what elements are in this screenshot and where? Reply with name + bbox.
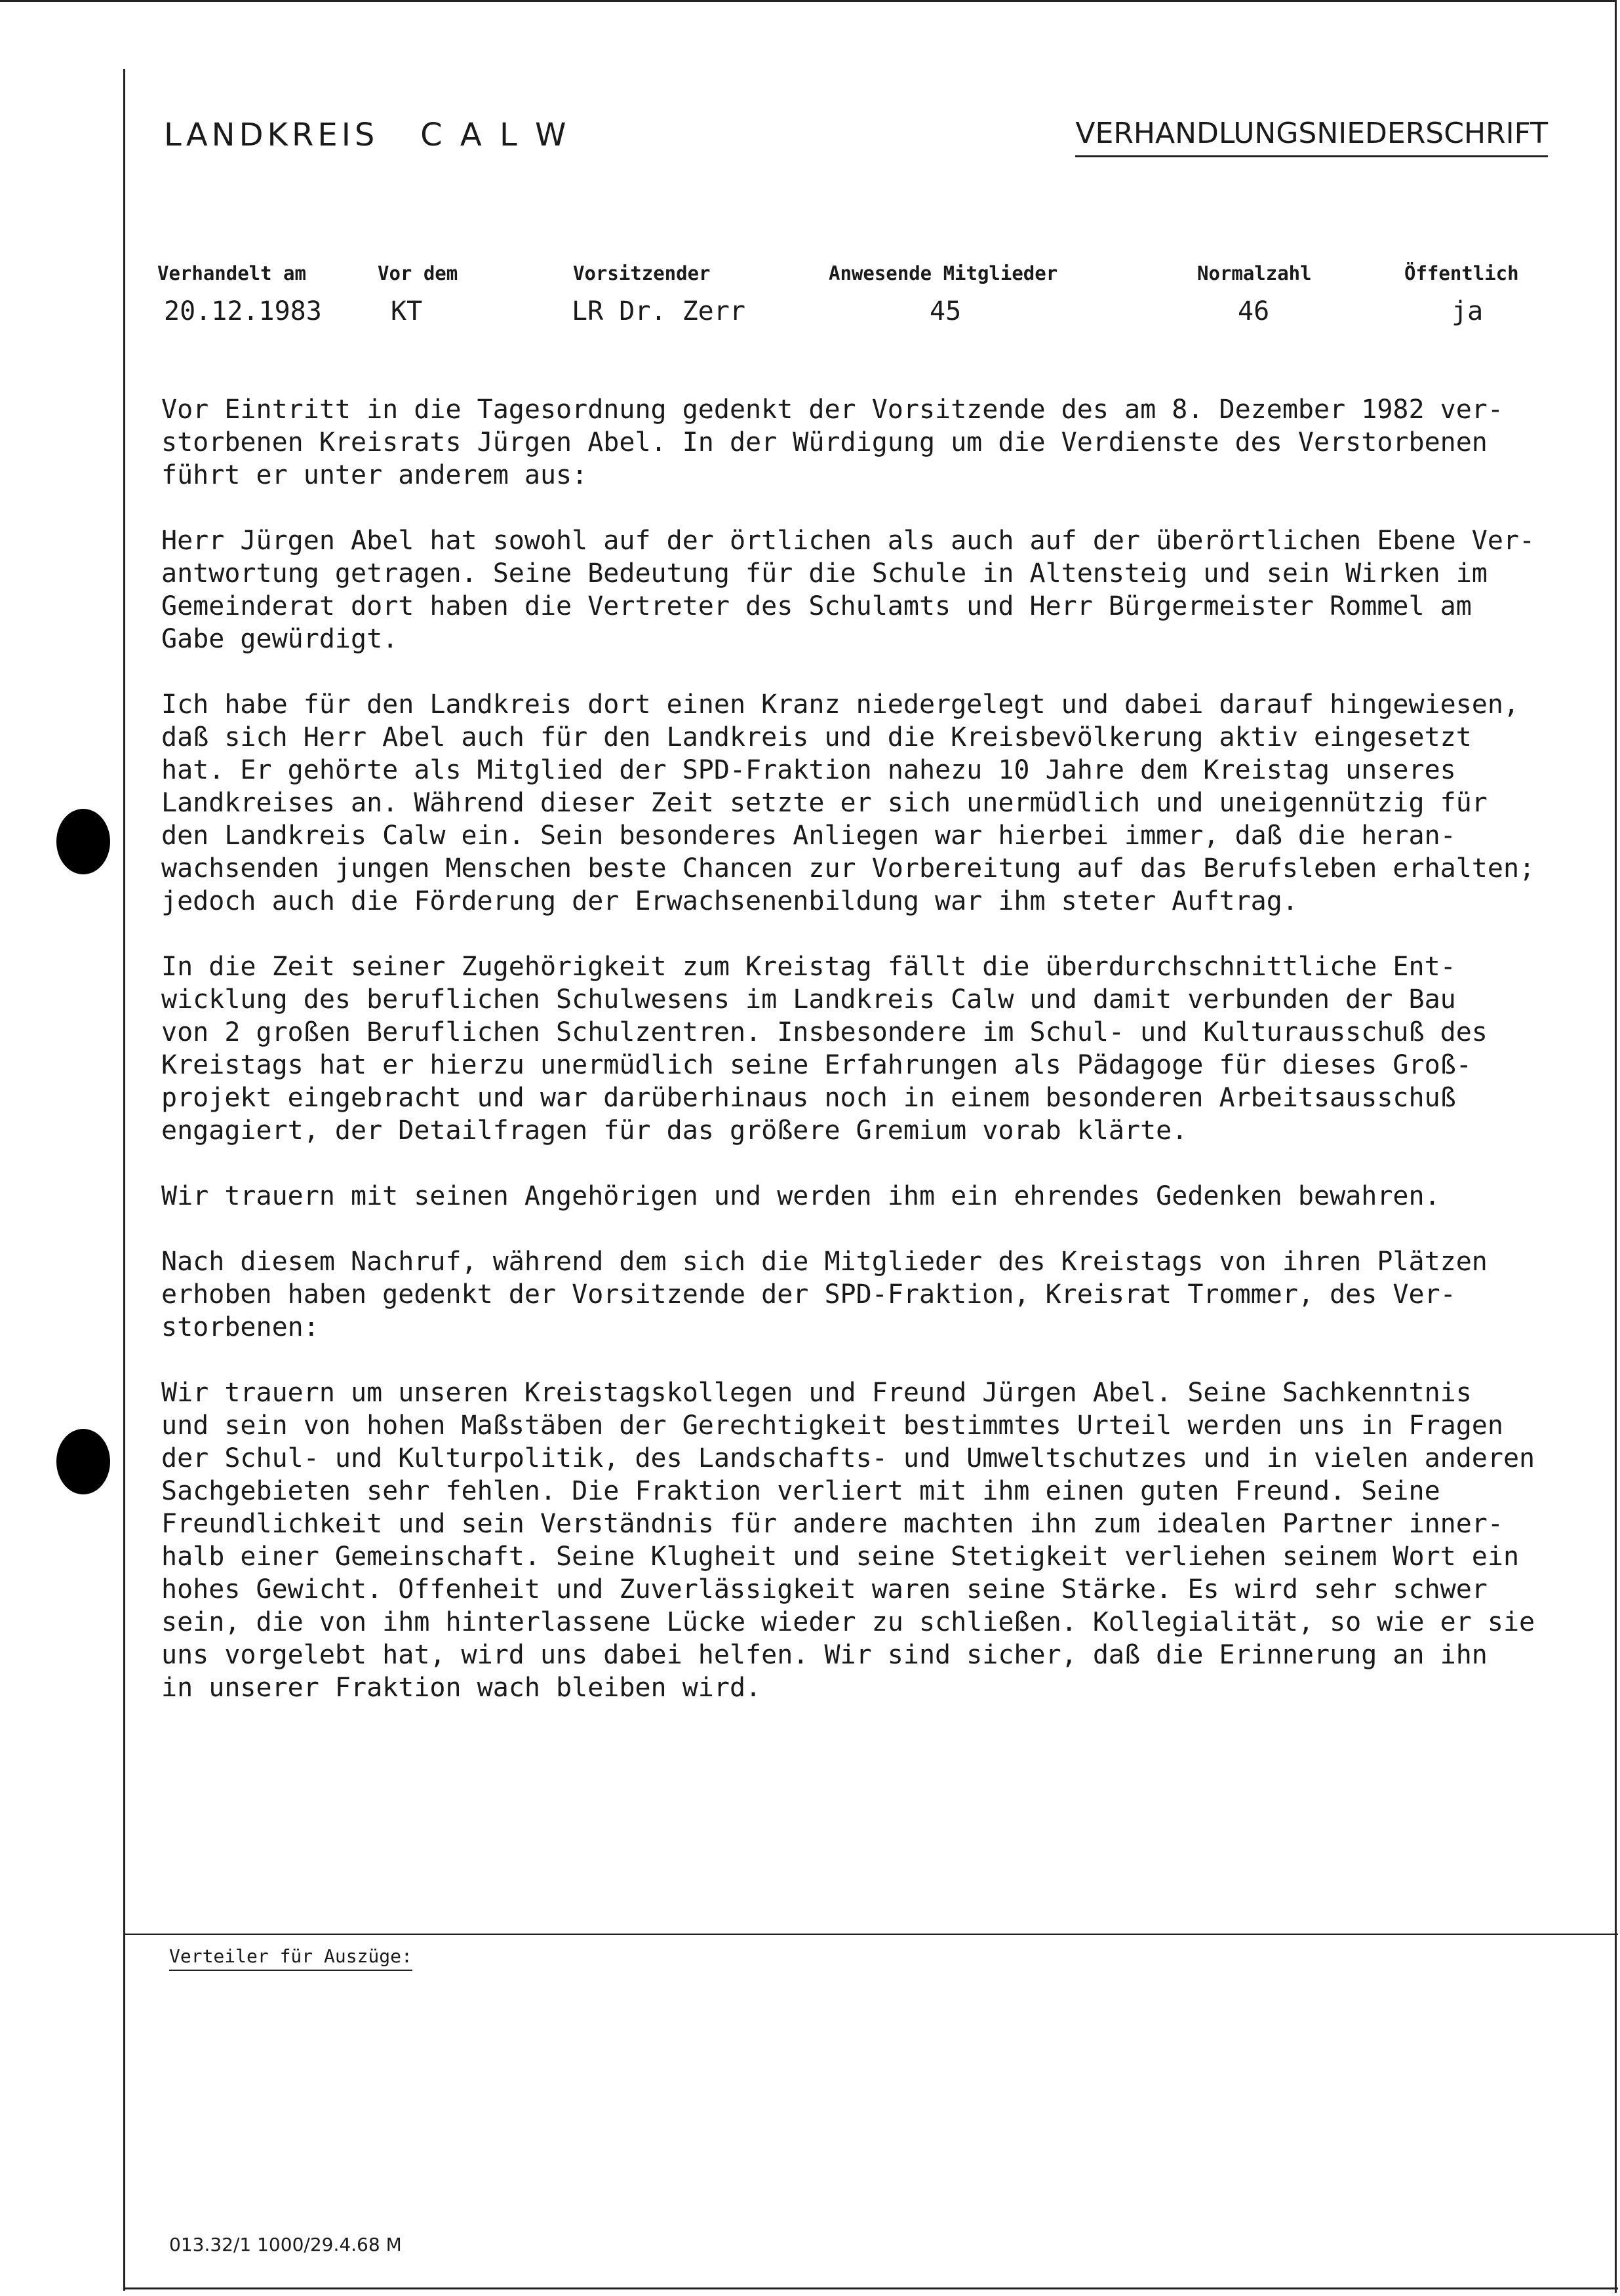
punch-hole-upper (56, 809, 110, 874)
text-line: halb einer Gemeinschaft. Seine Klugheit und seine Stetigkeit verliehen seinem Wort ein (161, 1542, 1520, 1572)
paragraph-faction-tribute (161, 1376, 1584, 1704)
text-line: in unserer Fraktion wach bleiben wird. (161, 1673, 762, 1703)
paragraph-intro (161, 393, 1584, 492)
district-title: LANDKREIS C A L W (164, 117, 570, 153)
text-line: Freundlichkeit und sein Verständnis für andere machten ihn zum idealen Partner inner- (161, 1509, 1503, 1539)
meta-value-present: 45 (930, 296, 962, 326)
text-line: uns vorgelebt hat, wird uns dabei helfen. Wir sind sicher, daß die Erinnerung an ihn (161, 1640, 1488, 1670)
meta-label-public: Öffentlich (1404, 262, 1519, 284)
text-line: führt er unter anderem aus: (161, 460, 588, 490)
margin-line (123, 69, 125, 2291)
meta-value-public: ja (1452, 296, 1484, 326)
text-line: daß sich Herr Abel auch für den Landkreis und die Kreisbevölkerung aktiv eingesetzt (161, 722, 1472, 752)
text-line: hohes Gewicht. Offenheit und Zuverlässigkeit waren seine Stärke. Es wird sehr schwer (161, 1574, 1488, 1605)
minutes-body (161, 393, 1584, 1737)
text-line: Wir trauern um unseren Kreistagskollegen und Freund Jürgen Abel. Seine Sachkenntnis (161, 1378, 1472, 1408)
text-line: sein, die von ihm hinterlassene Lücke wieder zu schließen. Kollegialität, so wie er sie (161, 1607, 1535, 1637)
text-line: und sein von hohen Maßstäben der Gerechtigkeit bestimmtes Urteil werden uns in Fragen (161, 1411, 1503, 1441)
text-line: Sachgebieten sehr fehlen. Die Fraktion verliert mit ihm einen guten Freund. Seine (161, 1476, 1440, 1506)
text-line: storbenen: (161, 1312, 319, 1342)
paragraph-faction-tribute-intro (161, 1245, 1584, 1344)
meta-value-normal-count: 46 (1238, 296, 1270, 326)
text-line: Gabe gewürdigt. (161, 624, 399, 654)
text-line: Vor Eintritt in die Tagesordnung gedenkt der Vorsitzende des am 8. Dezember 1982 ver- (161, 395, 1503, 425)
text-line: Kreistags hat er hierzu unermüdlich seine Erfahrungen als Pädagoge für dieses Groß- (161, 1050, 1472, 1080)
text-line: Nach diesem Nachruf, während dem sich die Mitglieder des Kreistags von ihren Plätzen (161, 1247, 1488, 1277)
text-line: engagiert, der Detailfragen für das größere Gremium vorab klärte. (161, 1116, 1188, 1146)
footer-rule (123, 1934, 1618, 1935)
meta-label-chair: Vorsitzender (573, 262, 711, 284)
meta-value-date: 20.12.1983 (164, 296, 322, 326)
text-line: wachsenden jungen Menschen beste Chancen zur Vorbereitung auf das Berufsleben erhalten; (161, 853, 1535, 884)
paragraph-district-service (161, 688, 1584, 918)
text-line: Landkreises an. Während dieser Zeit setzte er sich unermüdlich und uneigennützig für (161, 788, 1488, 818)
meta-value-chair: LR Dr. Zerr (572, 296, 745, 326)
bottom-border (123, 2287, 1618, 2289)
text-line: In die Zeit seiner Zugehörigkeit zum Kreistag fällt die überdurchschnittliche Ent- (161, 952, 1456, 982)
meta-label-before: Vor dem (378, 262, 458, 284)
distribution-label: Verteiler für Auszüge: (169, 1945, 412, 1971)
form-number: 013.32/1 1000/29.4.68 M (169, 2234, 402, 2255)
text-line: Gemeinderat dort haben die Vertreter des Schulamts und Herr Bürgermeister Rommel am (161, 591, 1472, 621)
text-line: Herr Jürgen Abel hat sowohl auf der örtlichen als auch auf der überörtlichen Ebene Ver- (161, 526, 1535, 556)
text-line: der Schul- und Kulturpolitik, des Landschafts- und Umweltschutzes und in vielen anderen (161, 1443, 1535, 1473)
text-line: Ich habe für den Landkreis dort einen Kranz niedergelegt und dabei darauf hingewiesen, (161, 690, 1520, 720)
paragraph-local-role (161, 524, 1584, 655)
text-line: antwortung getragen. Seine Bedeutung für die Schule in Altensteig und sein Wirken im (161, 558, 1488, 589)
text-line: von 2 großen Beruflichen Schulzentren. Insbesondere im Schul- und Kulturausschuß des (161, 1017, 1488, 1047)
paragraph-mourning (161, 1180, 1584, 1213)
meta-label-present: Anwesende Mitglieder (829, 262, 1058, 284)
text-line: erhoben haben gedenkt der Vorsitzende der SPD-Fraktion, Kreisrat Trommer, des Ver- (161, 1279, 1456, 1310)
text-line: wicklung des beruflichen Schulwesens im Landkreis Calw und damit verbunden der Bau (161, 984, 1456, 1015)
text-line: hat. Er gehörte als Mitglied der SPD-Fraktion nahezu 10 Jahre dem Kreistag unseres (161, 755, 1456, 785)
paragraph-school-development (161, 950, 1584, 1147)
text-line: jedoch auch die Förderung der Erwachsenenbildung war ihm steter Auftrag. (161, 886, 1298, 916)
text-line: den Landkreis Calw ein. Sein besonderes Anliegen war hierbei immer, daß die heran- (161, 821, 1456, 851)
punch-hole-lower (56, 1429, 110, 1494)
text-line: storbenen Kreisrats Jürgen Abel. In der Würdigung um die Verdienste des Verstorbenen (161, 427, 1488, 457)
document-type-title: VERHANDLUNGSNIEDERSCHRIFT (1075, 117, 1548, 157)
text-line: projekt eingebracht und war darüberhinaus noch in einem besonderen Arbeitsausschuß (161, 1083, 1456, 1113)
text-line: Wir trauern mit seinen Angehörigen und werden ihm ein ehrendes Gedenken bewahren. (161, 1181, 1440, 1211)
meta-value-before: KT (391, 296, 423, 326)
meta-label-date: Verhandelt am (157, 262, 306, 284)
meta-label-normal-count: Normalzahl (1197, 262, 1312, 284)
